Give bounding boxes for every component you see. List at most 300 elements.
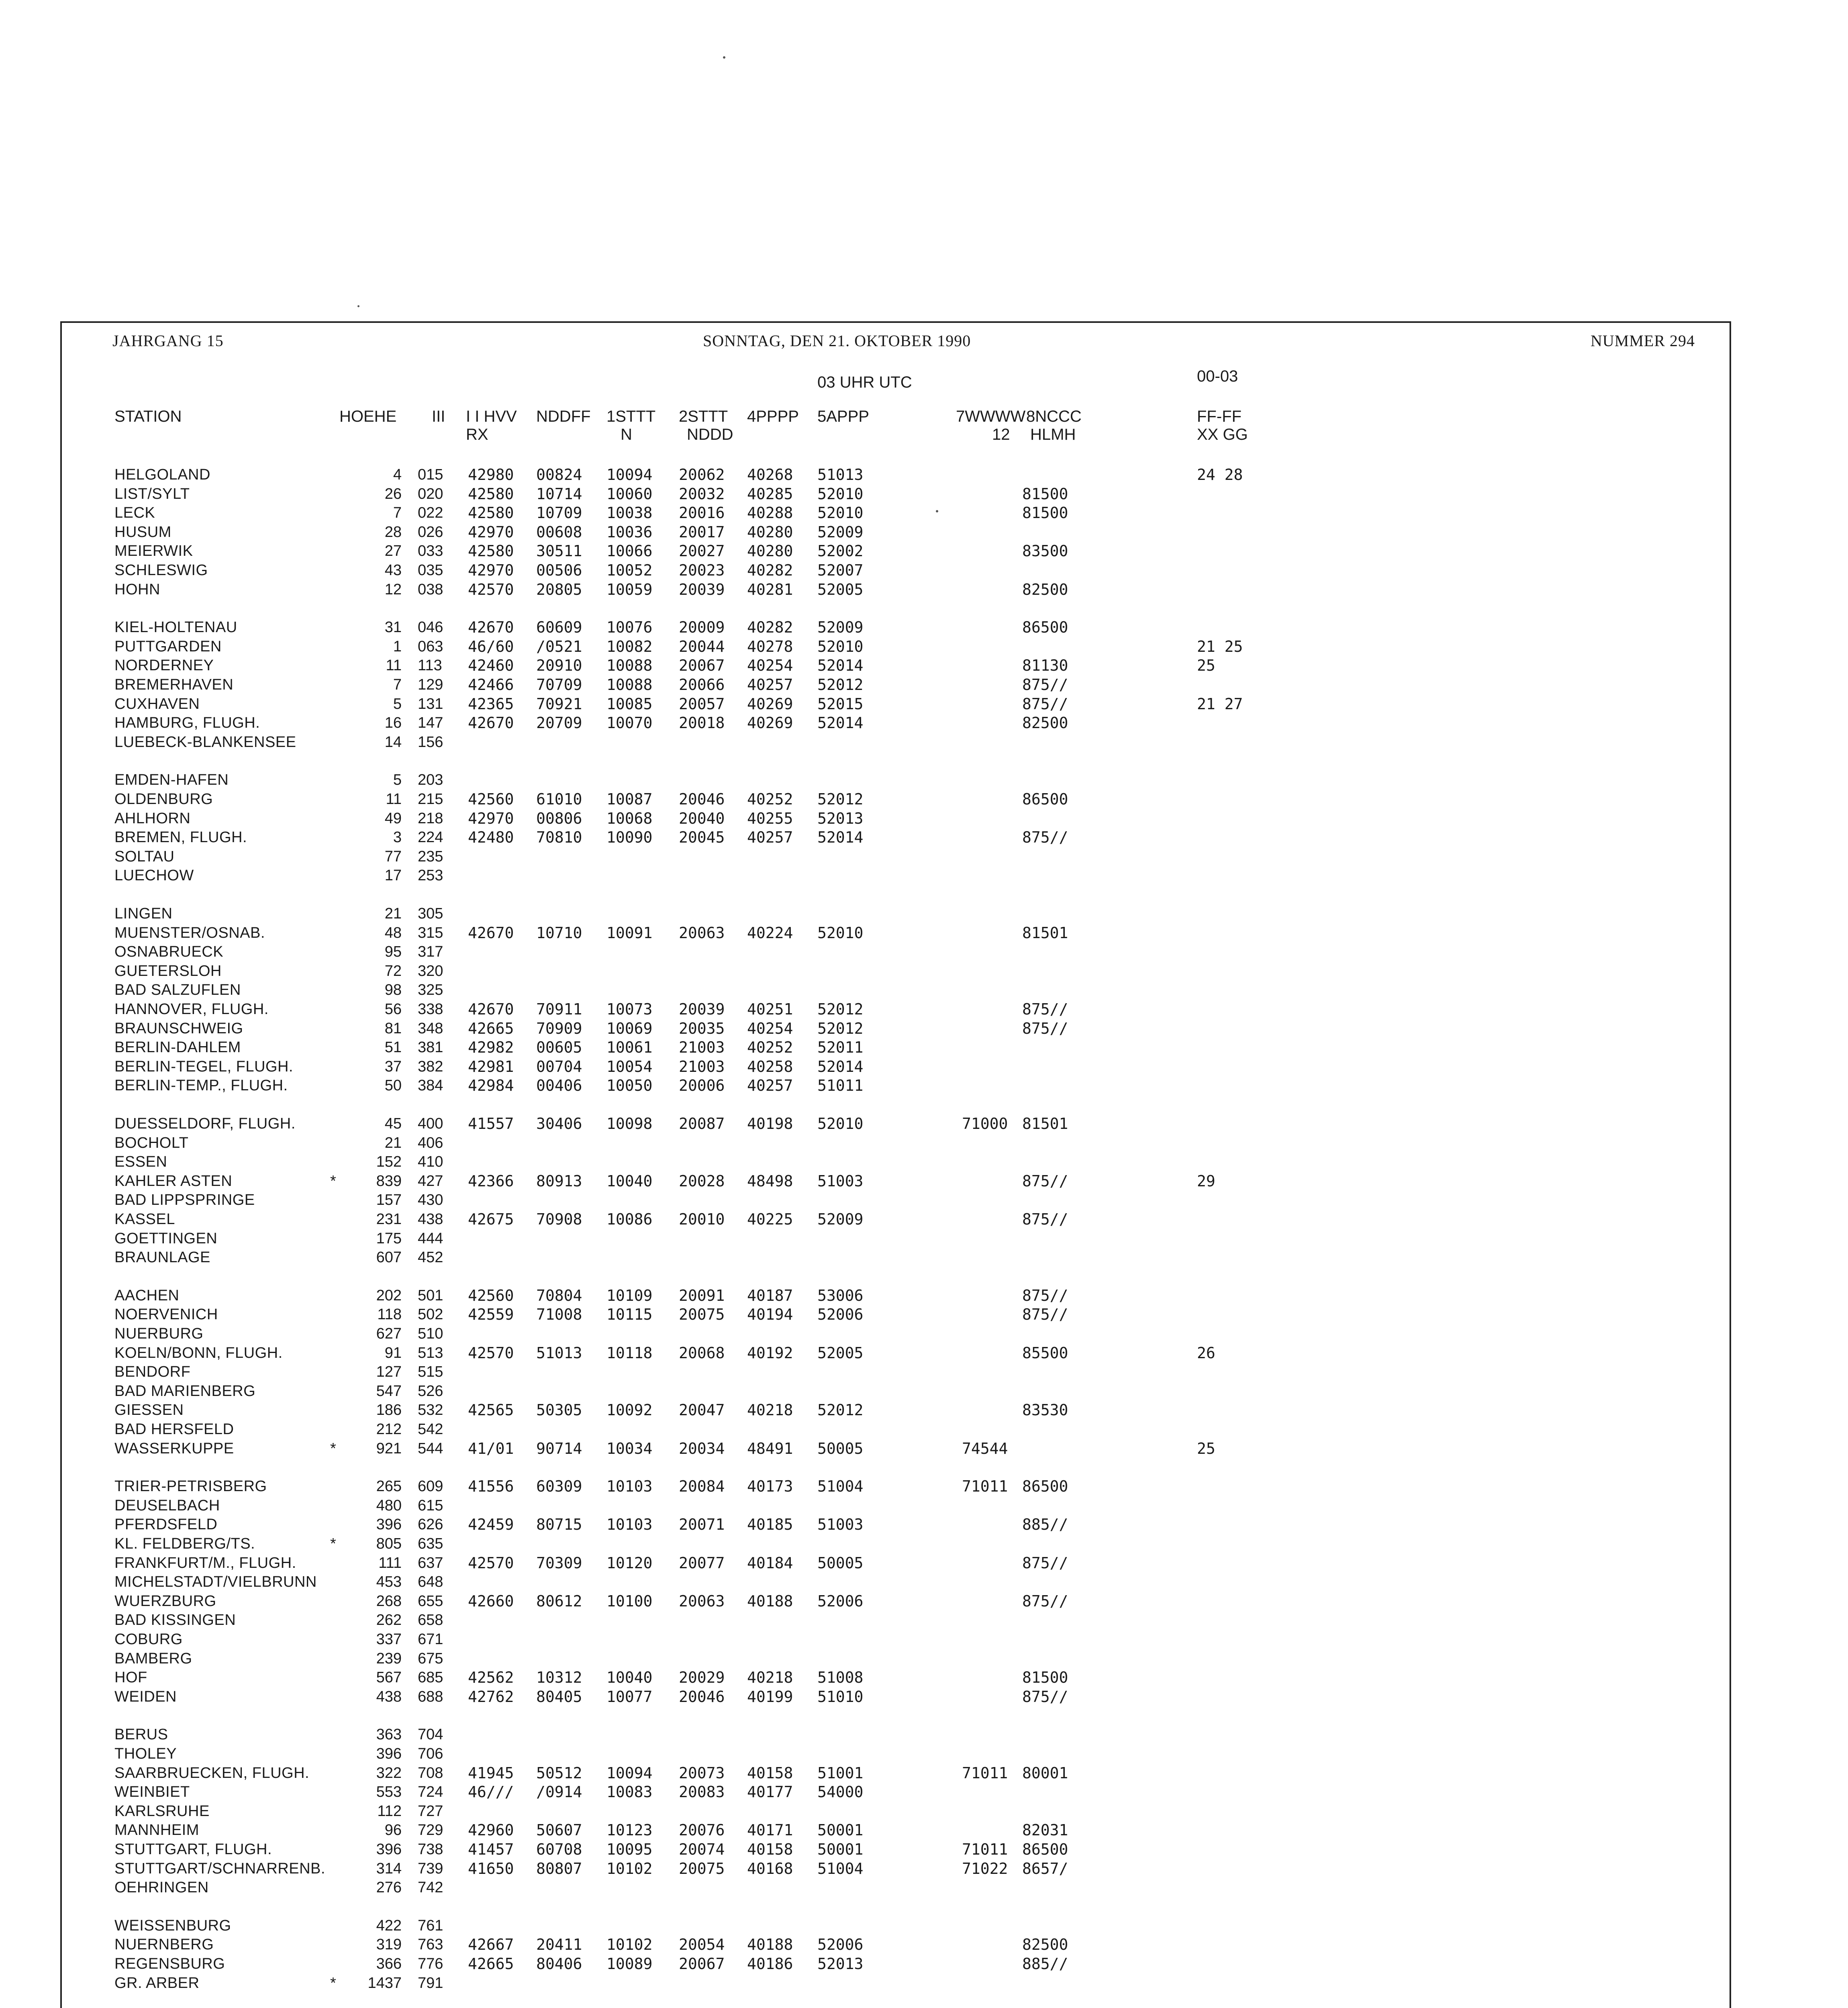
synop-group: 20067 xyxy=(679,1955,725,1973)
station-name: BREMEN, FLUGH. xyxy=(114,829,247,846)
synop-group: 71011 xyxy=(962,1477,1008,1495)
synop-group: 40280 xyxy=(747,542,793,560)
synop-group: 10092 xyxy=(606,1401,653,1419)
synop-group: 10102 xyxy=(606,1936,653,1953)
station-index: 655 xyxy=(418,1593,443,1610)
station-height: 91 xyxy=(384,1345,402,1361)
station-height: 98 xyxy=(384,982,402,998)
table-row xyxy=(0,1687,1848,1706)
synop-group: 20027 xyxy=(679,542,725,560)
table-row xyxy=(0,1668,1848,1687)
synop-group: 70804 xyxy=(536,1287,582,1304)
synop-group: 10054 xyxy=(606,1058,653,1075)
gust-group: 21 27 xyxy=(1197,695,1243,713)
station-name: HELGOLAND xyxy=(114,466,210,483)
synop-group: 20805 xyxy=(536,581,582,598)
station-index: 729 xyxy=(418,1822,443,1839)
synop-group: 20017 xyxy=(679,523,725,541)
synop-group: 42580 xyxy=(468,485,514,503)
synop-group: 51008 xyxy=(817,1669,864,1686)
synop-group: 41557 xyxy=(468,1115,514,1133)
synop-group: 42480 xyxy=(468,829,514,846)
synop-group: 20073 xyxy=(679,1764,725,1782)
synop-group: 875// xyxy=(1022,695,1068,713)
synop-group: 10050 xyxy=(606,1077,653,1094)
table-row xyxy=(0,694,1848,714)
synop-group: 20068 xyxy=(679,1344,725,1362)
table-row xyxy=(0,809,1848,828)
synop-group: 875// xyxy=(1022,676,1068,694)
station-name: BERLIN-DAHLEM xyxy=(114,1039,241,1056)
synop-group: 42970 xyxy=(468,810,514,827)
synop-group: 20045 xyxy=(679,829,725,846)
station-height: 56 xyxy=(384,1001,402,1018)
synop-group: 875// xyxy=(1022,1688,1068,1706)
table-row xyxy=(0,1382,1848,1401)
table-row xyxy=(0,847,1848,866)
synop-group: 20028 xyxy=(679,1172,725,1190)
station-height: 16 xyxy=(384,714,402,731)
synop-group: 41/01 xyxy=(468,1440,514,1457)
issue-number: NUMMER 294 xyxy=(1591,332,1695,350)
table-row xyxy=(0,1496,1848,1515)
synop-group: 81500 xyxy=(1022,1669,1068,1686)
col-header-ff-ff: FF-FF xyxy=(1197,408,1242,425)
synop-group: 10120 xyxy=(606,1554,653,1572)
synop-group: 42365 xyxy=(468,695,514,713)
synop-group: 10083 xyxy=(606,1783,653,1801)
synop-group: 10123 xyxy=(606,1821,653,1839)
synop-group: 52005 xyxy=(817,581,864,598)
table-row xyxy=(0,1782,1848,1802)
synop-group: 52014 xyxy=(817,657,864,674)
station-index: 791 xyxy=(418,1975,443,1992)
station-index: 317 xyxy=(418,943,443,960)
station-index: 658 xyxy=(418,1612,443,1628)
station-index: 704 xyxy=(418,1726,443,1743)
station-index: 675 xyxy=(418,1650,443,1667)
station-name: BAD SALZUFLEN xyxy=(114,982,241,998)
synop-group: 10709 xyxy=(536,504,582,522)
station-height: 805 xyxy=(376,1535,402,1552)
synop-group: 52010 xyxy=(817,638,864,655)
synop-group: 70908 xyxy=(536,1210,582,1228)
station-index: 015 xyxy=(418,466,443,483)
station-height: 81 xyxy=(384,1020,402,1037)
table-row xyxy=(0,675,1848,694)
station-name: BENDORF xyxy=(114,1363,191,1380)
station-index: 348 xyxy=(418,1020,443,1037)
synop-group: 8657/ xyxy=(1022,1860,1068,1877)
station-index: 320 xyxy=(418,963,443,980)
scan-speck xyxy=(936,510,938,512)
synop-group: 10086 xyxy=(606,1210,653,1228)
synop-group: 80715 xyxy=(536,1516,582,1533)
synop-group: 74544 xyxy=(962,1440,1008,1457)
station-index: 688 xyxy=(418,1688,443,1705)
synop-group: 50512 xyxy=(536,1764,582,1782)
synop-group: 82500 xyxy=(1022,1936,1068,1953)
synop-group: 40173 xyxy=(747,1477,793,1495)
synop-group: 85500 xyxy=(1022,1344,1068,1362)
station-height: 396 xyxy=(376,1745,402,1762)
synop-group: 875// xyxy=(1022,829,1068,846)
synop-group: 71000 xyxy=(962,1115,1008,1133)
synop-group: 48491 xyxy=(747,1440,793,1457)
station-name: KARLSRUHE xyxy=(114,1803,210,1820)
synop-group: 40171 xyxy=(747,1821,793,1839)
station-name: BREMERHAVEN xyxy=(114,676,234,693)
table-row xyxy=(0,904,1848,923)
synop-group: 10094 xyxy=(606,1764,653,1782)
synop-group: 20034 xyxy=(679,1440,725,1457)
synop-group: 20054 xyxy=(679,1936,725,1953)
table-row xyxy=(0,618,1848,637)
col-header-2sttt: 2STTT xyxy=(679,408,728,425)
station-index: 325 xyxy=(418,982,443,998)
station-name: REGENSBURG xyxy=(114,1955,225,1972)
synop-group: 40188 xyxy=(747,1592,793,1610)
col-header-8nccc: 8NCCC xyxy=(1026,408,1082,425)
station-name: SAARBRUECKEN, FLUGH. xyxy=(114,1765,310,1781)
synop-group: 80405 xyxy=(536,1688,582,1706)
synop-group: 20018 xyxy=(679,714,725,732)
synop-group: 52011 xyxy=(817,1039,864,1056)
synop-group: 42466 xyxy=(468,676,514,694)
station-height: 276 xyxy=(376,1879,402,1896)
synop-group: 40199 xyxy=(747,1688,793,1706)
station-height: 921 xyxy=(376,1440,402,1457)
synop-group: /0914 xyxy=(536,1783,582,1801)
station-name: KAHLER ASTEN xyxy=(114,1173,233,1190)
synop-group: 82500 xyxy=(1022,581,1068,598)
station-index: 544 xyxy=(418,1440,443,1457)
station-index: 452 xyxy=(418,1249,443,1266)
synop-group: 50001 xyxy=(817,1841,864,1858)
station-name: MANNHEIM xyxy=(114,1822,199,1839)
station-height: 5 xyxy=(393,771,402,788)
synop-group: 42580 xyxy=(468,542,514,560)
synop-group: 40184 xyxy=(747,1554,793,1572)
synop-group: 60708 xyxy=(536,1841,582,1858)
synop-group: 20039 xyxy=(679,1000,725,1018)
synop-group: 20074 xyxy=(679,1841,725,1858)
station-name: HOHN xyxy=(114,581,160,598)
synop-group: 20075 xyxy=(679,1860,725,1877)
synop-group: 82031 xyxy=(1022,1821,1068,1839)
synop-group: 48498 xyxy=(747,1172,793,1190)
synop-group: 30406 xyxy=(536,1115,582,1133)
col-header-12: 12 xyxy=(992,426,1010,443)
mountain-station-marker: * xyxy=(330,1173,336,1190)
synop-group: 00506 xyxy=(536,561,582,579)
synop-group: 40257 xyxy=(747,829,793,846)
synop-group: 20039 xyxy=(679,581,725,598)
station-name: BERLIN-TEGEL, FLUGH. xyxy=(114,1058,293,1075)
synop-group: 10100 xyxy=(606,1592,653,1610)
synop-group: 52012 xyxy=(817,1000,864,1018)
station-index: 033 xyxy=(418,543,443,559)
synop-group: 40269 xyxy=(747,714,793,732)
synop-group: 42667 xyxy=(468,1936,514,1953)
synop-group: 60309 xyxy=(536,1477,582,1495)
synop-group: 40198 xyxy=(747,1115,793,1133)
station-index: 026 xyxy=(418,524,443,541)
synop-group: 51001 xyxy=(817,1764,864,1782)
station-name: BAD HERSFELD xyxy=(114,1421,234,1438)
station-name: FRANKFURT/M., FLUGH. xyxy=(114,1555,296,1571)
station-index: 410 xyxy=(418,1153,443,1170)
table-row xyxy=(0,1820,1848,1840)
synop-group: 40254 xyxy=(747,657,793,674)
station-name: NOERVENICH xyxy=(114,1306,218,1323)
station-height: 175 xyxy=(376,1230,402,1247)
synop-group: 46/// xyxy=(468,1783,514,1801)
synop-group: 51004 xyxy=(817,1477,864,1495)
col-header-7wwww: 7WWWW xyxy=(956,408,1026,425)
station-height: 438 xyxy=(376,1688,402,1705)
station-height: 49 xyxy=(384,810,402,827)
station-index: 609 xyxy=(418,1478,443,1495)
synop-group: 42982 xyxy=(468,1039,514,1056)
station-name: LIST/SYLT xyxy=(114,486,190,502)
synop-group: 10102 xyxy=(606,1860,653,1877)
station-name: ESSEN xyxy=(114,1153,167,1170)
synop-group: 20066 xyxy=(679,676,725,694)
synop-group: 40255 xyxy=(747,810,793,827)
synop-group: 21003 xyxy=(679,1039,725,1056)
synop-group: 20709 xyxy=(536,714,582,732)
synop-group: 875// xyxy=(1022,1210,1068,1228)
synop-group: 83530 xyxy=(1022,1401,1068,1419)
station-name: AHLHORN xyxy=(114,810,191,827)
synop-group: 10069 xyxy=(606,1020,653,1037)
synop-group: 20083 xyxy=(679,1783,725,1801)
synop-group: 52002 xyxy=(817,542,864,560)
col-header-n: N xyxy=(621,426,632,443)
synop-group: 46/60 xyxy=(468,638,514,655)
synop-group: 10059 xyxy=(606,581,653,598)
synop-group: 81501 xyxy=(1022,924,1068,942)
station-name: WASSERKUPPE xyxy=(114,1440,234,1457)
station-name: KL. FELDBERG/TS. xyxy=(114,1535,255,1552)
synop-group: 41457 xyxy=(468,1841,514,1858)
station-name: BAMBERG xyxy=(114,1650,192,1667)
station-index: 510 xyxy=(418,1325,443,1342)
station-name: BRAUNSCHWEIG xyxy=(114,1020,243,1037)
station-name: KIEL-HOLTENAU xyxy=(114,619,237,636)
station-height: 7 xyxy=(393,676,402,693)
synop-group: 50005 xyxy=(817,1554,864,1572)
station-index: 526 xyxy=(418,1383,443,1400)
synop-group: 80913 xyxy=(536,1172,582,1190)
synop-group: 20077 xyxy=(679,1554,725,1572)
station-index: 502 xyxy=(418,1306,443,1323)
table-row xyxy=(0,1973,1848,1993)
col-header-hoehe: HOEHE xyxy=(339,408,397,425)
station-name: MICHELSTADT/VIELBRUNN xyxy=(114,1573,317,1590)
table-row xyxy=(0,1592,1848,1611)
synop-group: 42670 xyxy=(468,1000,514,1018)
table-row xyxy=(0,1763,1848,1783)
synop-group: 10109 xyxy=(606,1287,653,1304)
station-height: 268 xyxy=(376,1593,402,1610)
station-index: 648 xyxy=(418,1573,443,1590)
synop-group: 10710 xyxy=(536,924,582,942)
table-row xyxy=(0,1840,1848,1859)
table-row xyxy=(0,1439,1848,1458)
station-height: 111 xyxy=(378,1555,402,1571)
synop-group: 42459 xyxy=(468,1516,514,1533)
col-header-nddd: NDDD xyxy=(687,426,733,443)
synop-group: 40281 xyxy=(747,581,793,598)
station-height: 1437 xyxy=(368,1975,402,1992)
station-index: 038 xyxy=(418,581,443,598)
table-row xyxy=(0,1477,1848,1496)
station-index: 761 xyxy=(418,1917,443,1934)
station-index: 384 xyxy=(418,1077,443,1094)
gust-group: 29 xyxy=(1197,1172,1215,1190)
station-height: 43 xyxy=(384,562,402,579)
synop-group: 86500 xyxy=(1022,1477,1068,1495)
station-index: 685 xyxy=(418,1669,443,1686)
synop-group: 00806 xyxy=(536,810,582,827)
synop-group: 52006 xyxy=(817,1936,864,1953)
synop-group: 40258 xyxy=(747,1058,793,1075)
synop-group: 42562 xyxy=(468,1669,514,1686)
station-name: LECK xyxy=(114,504,155,521)
station-height: 28 xyxy=(384,524,402,541)
synop-group: 42565 xyxy=(468,1401,514,1419)
station-index: 156 xyxy=(418,734,443,751)
table-row xyxy=(0,980,1848,1000)
synop-group: 875// xyxy=(1022,1592,1068,1610)
synop-group: 81500 xyxy=(1022,485,1068,503)
synop-group: 51013 xyxy=(536,1344,582,1362)
synop-group: 51003 xyxy=(817,1172,864,1190)
synop-group: 42675 xyxy=(468,1210,514,1228)
synop-group: 50305 xyxy=(536,1401,582,1419)
table-row xyxy=(0,484,1848,504)
synop-group: 70909 xyxy=(536,1020,582,1037)
station-name: HOF xyxy=(114,1669,147,1686)
station-index: 113 xyxy=(418,657,442,674)
table-row xyxy=(0,713,1848,733)
table-row xyxy=(0,866,1848,885)
station-name: TRIER-PETRISBERG xyxy=(114,1478,267,1495)
synop-group: 81500 xyxy=(1022,504,1068,522)
synop-group: 42981 xyxy=(468,1058,514,1075)
table-row xyxy=(0,1248,1848,1267)
synop-group: 52012 xyxy=(817,1401,864,1419)
table-row xyxy=(0,1725,1848,1744)
station-index: 671 xyxy=(418,1631,443,1648)
station-height: 547 xyxy=(376,1383,402,1400)
synop-group: 20009 xyxy=(679,618,725,636)
synop-group: 10076 xyxy=(606,618,653,636)
station-name: SCHLESWIG xyxy=(114,562,208,579)
table-row xyxy=(0,1744,1848,1763)
gust-group: 21 25 xyxy=(1197,638,1243,655)
station-index: 063 xyxy=(418,638,443,655)
synop-group: 71011 xyxy=(962,1764,1008,1782)
synop-group: 10098 xyxy=(606,1115,653,1133)
station-index: 626 xyxy=(418,1516,443,1533)
station-index: 742 xyxy=(418,1879,443,1896)
mountain-station-marker: * xyxy=(330,1975,336,1992)
station-name: WUERZBURG xyxy=(114,1593,216,1610)
station-height: 12 xyxy=(384,581,402,598)
station-height: 363 xyxy=(376,1726,402,1743)
synop-group: 20062 xyxy=(679,466,725,484)
synop-group: 41650 xyxy=(468,1860,514,1877)
station-height: 50 xyxy=(384,1077,402,1094)
synop-group: 52015 xyxy=(817,695,864,713)
synop-group: 40269 xyxy=(747,695,793,713)
synop-group: 50005 xyxy=(817,1440,864,1457)
synop-group: 51003 xyxy=(817,1516,864,1533)
station-name: GOETTINGEN xyxy=(114,1230,218,1247)
station-name: WEIDEN xyxy=(114,1688,177,1705)
station-index: 776 xyxy=(418,1955,443,1972)
synop-group: 50607 xyxy=(536,1821,582,1839)
synop-group: 40194 xyxy=(747,1306,793,1323)
station-index: 738 xyxy=(418,1841,443,1858)
synop-group: 52010 xyxy=(817,485,864,503)
table-row xyxy=(0,1802,1848,1821)
synop-group: 54000 xyxy=(817,1783,864,1801)
table-row xyxy=(0,923,1848,943)
station-name: GR. ARBER xyxy=(114,1975,200,1992)
period-label: 00-03 xyxy=(1197,367,1238,385)
synop-group: 41945 xyxy=(468,1764,514,1782)
station-index: 501 xyxy=(418,1287,443,1304)
gust-group: 25 xyxy=(1197,657,1215,674)
station-height: 72 xyxy=(384,963,402,980)
synop-group: 51011 xyxy=(817,1077,864,1094)
station-index: 406 xyxy=(418,1135,443,1151)
synop-group: 40224 xyxy=(747,924,793,942)
synop-group: 20087 xyxy=(679,1115,725,1133)
station-name: MUENSTER/OSNAB. xyxy=(114,924,265,941)
table-row xyxy=(0,1878,1848,1897)
synop-group: 82500 xyxy=(1022,714,1068,732)
station-index: 400 xyxy=(418,1115,443,1132)
synop-group: 10060 xyxy=(606,485,653,503)
station-height: 3 xyxy=(393,829,402,846)
col-header-4pppp: 4PPPP xyxy=(747,408,799,425)
synop-group: 81501 xyxy=(1022,1115,1068,1133)
synop-group: 10038 xyxy=(606,504,653,522)
station-name: MEIERWIK xyxy=(114,543,193,559)
station-index: 542 xyxy=(418,1421,443,1438)
synop-group: 10095 xyxy=(606,1841,653,1858)
synop-group: 42570 xyxy=(468,581,514,598)
synop-group: 42984 xyxy=(468,1077,514,1094)
synop-group: 52007 xyxy=(817,561,864,579)
synop-group: 52014 xyxy=(817,714,864,732)
station-height: 366 xyxy=(376,1955,402,1972)
station-height: 422 xyxy=(376,1917,402,1934)
station-height: 319 xyxy=(376,1936,402,1953)
synop-group: 52010 xyxy=(817,1115,864,1133)
station-index: 315 xyxy=(418,924,443,941)
table-row xyxy=(0,733,1848,752)
synop-group: 42460 xyxy=(468,657,514,674)
station-name: HAMBURG, FLUGH. xyxy=(114,714,260,731)
synop-group: 10087 xyxy=(606,790,653,808)
station-height: 322 xyxy=(376,1765,402,1781)
